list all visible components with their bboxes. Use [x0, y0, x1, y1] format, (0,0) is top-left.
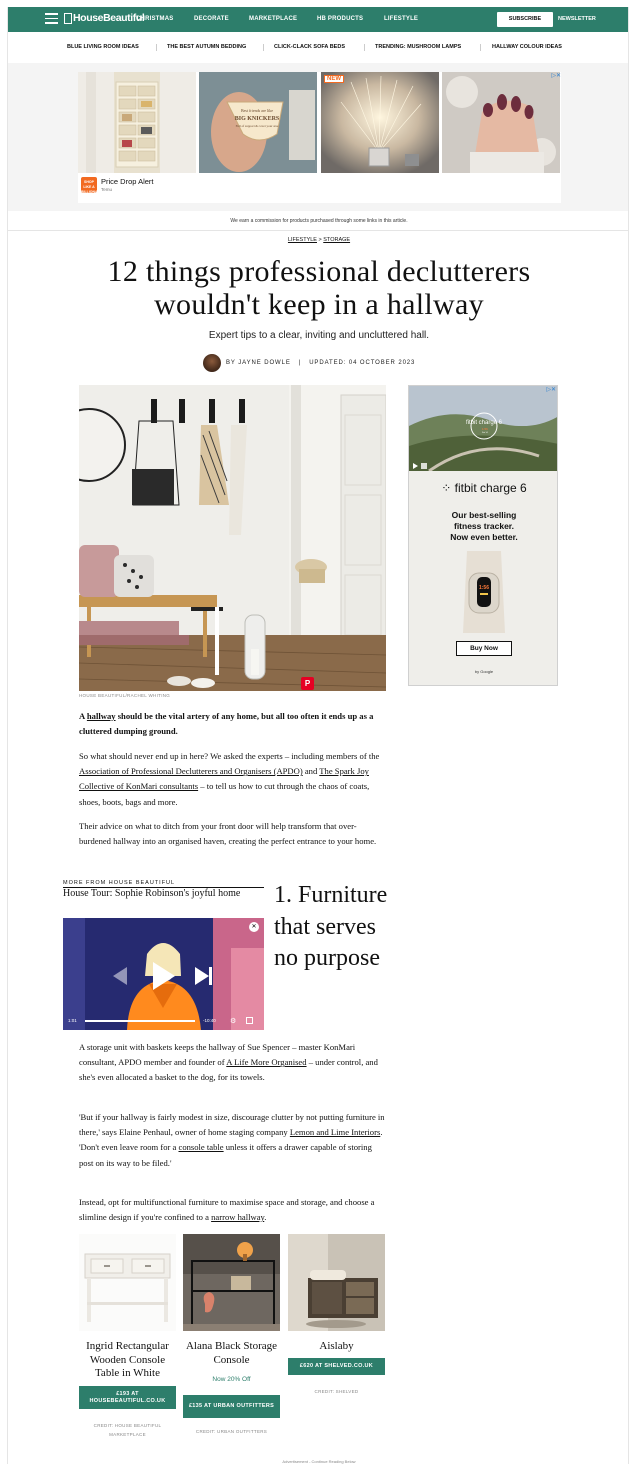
article-dek: Expert tips to a clear, inviting and uncluttered hall. — [208, 330, 430, 341]
breadcrumb-lifestyle[interactable]: LIFESTYLE — [287, 237, 317, 243]
video-next-bar — [209, 967, 212, 985]
new-badge: NEW — [324, 75, 344, 83]
trending-link-hallway-colour[interactable]: HALLWAY COLOUR IDEAS — [492, 44, 562, 50]
trending-divider — [480, 44, 481, 51]
video-progress-bar[interactable] — [85, 1020, 195, 1022]
apdo-link[interactable]: Association of Professional Declutterers and Organisers (APDO) — [79, 766, 303, 777]
nav-christmas[interactable]: CHRISTMAS — [136, 16, 174, 22]
fitbit-ad-copy — [409, 510, 558, 543]
trending-divider — [263, 44, 264, 51]
product-credit: CREDIT: URBAN OUTFITTERS — [195, 1429, 268, 1434]
trending-link-sofa-beds[interactable]: CLICK-CLACK SOFA BEDS — [274, 44, 345, 50]
body-text: and — [302, 766, 320, 777]
logo-mark-icon — [64, 13, 72, 24]
advertisement-label: Advertisement - Continue Reading Below — [282, 1459, 356, 1464]
temu-logo-text: SHOP LIKE A BILLIONAIRE — [81, 180, 104, 194]
ad-copy-line: Now even better. — [450, 532, 518, 542]
article-headline: 12 things professional declutterers wouldn't keep in a hallway — [107, 255, 531, 321]
trending-link-mushroom-lamps[interactable]: TRENDING: MUSHROOM LAMPS — [375, 44, 462, 50]
ad-video-watch-date: Sat 14 — [482, 432, 488, 434]
spark-joy-link[interactable]: The Spark Joy Collective of KonMari consultants — [79, 766, 369, 792]
ad-advertiser: Temu — [101, 187, 113, 192]
more-from-label: MORE FROM HOUSE BEAUTIFUL — [63, 880, 264, 888]
video-title[interactable]: House Tour: Sophie Robinson's joyful home — [63, 888, 241, 899]
lead-paragraph — [79, 709, 386, 739]
hero-credit: HOUSE BEAUTIFUL/RACHEL WHITING — [79, 693, 171, 698]
lead-text: A — [79, 711, 87, 721]
section-heading: 1. Furniture that serves no purpose — [274, 882, 388, 971]
ad-image-nails[interactable] — [442, 72, 560, 173]
svg-text:Full of support & cover your a: Full of support & cover your arse — [235, 124, 279, 128]
ad-image-fairy-lights[interactable] — [321, 72, 439, 173]
nav-lifestyle[interactable]: LIFESTYLE — [384, 16, 419, 22]
product-name[interactable]: Alana Black Storage Console — [185, 1340, 278, 1366]
trending-divider — [364, 44, 365, 51]
ad-video-watch-time: 1:56 — [482, 427, 488, 431]
subscribe-button[interactable]: SUBSCRIBE — [497, 12, 553, 27]
video-prev-icon[interactable] — [113, 967, 127, 985]
author-avatar[interactable] — [203, 354, 221, 372]
product-credit: CREDIT: HOUSE BEAUTIFUL MARKETPLACE — [93, 1423, 162, 1437]
product-credit: CREDIT: SHELVED — [314, 1389, 359, 1394]
svg-text:Best friends are like: Best friends are like — [240, 108, 274, 113]
fitbit-tracker-image — [449, 551, 519, 633]
console-table-link[interactable]: console table — [178, 1142, 224, 1153]
top-ad-container — [8, 63, 629, 211]
trending-divider — [156, 44, 157, 51]
product-buy-button[interactable]: £620 AT SHELVED.CO.UK — [288, 1358, 385, 1375]
video-remaining: -10:40 — [203, 1018, 216, 1023]
lead-text: should be the vital artery of any home, but all too often it ends up as a cluttered dumping ground. — [79, 711, 374, 737]
byline — [203, 353, 415, 373]
trending-link-blue-living-room[interactable]: BLUE LIVING ROOM IDEAS — [67, 44, 139, 50]
fitbit-logo-icon: ⁘ — [441, 481, 455, 495]
ad-close-icon[interactable]: ▷✕ — [551, 73, 561, 79]
body-text: unless it offers a drawer capable of storing post on its way to be filed.' — [79, 1142, 372, 1168]
fitbit-ad-video[interactable] — [409, 386, 558, 471]
product-name[interactable]: Aislaby — [319, 1340, 354, 1352]
hallway-link[interactable]: hallway — [86, 711, 116, 721]
a-life-more-organised-link[interactable]: A Life More Organised — [226, 1057, 307, 1068]
fitbit-brand-text: fitbit charge 6 — [454, 481, 527, 495]
product-image-aislaby[interactable] — [288, 1234, 385, 1331]
body-text: Instead, opt for multifunctional furniture to maximise space and storage, and choose a slimline design if you're confined to a — [79, 1197, 375, 1223]
video-settings-icon[interactable]: ⚙ — [230, 1017, 237, 1025]
ad-headline[interactable]: Price Drop Alert — [101, 177, 154, 186]
video-fullscreen-icon[interactable] — [246, 1017, 253, 1024]
body-paragraph — [79, 749, 386, 810]
temu-ad[interactable] — [78, 72, 561, 203]
body-paragraph: Their advice on what to ditch from your front door will help transform that over-burdened hallway into an organised haven, creating the perfect entrance to your home. — [79, 821, 377, 847]
byline-divider: | — [298, 360, 302, 366]
video-play-icon[interactable] — [153, 962, 175, 990]
ad-video-brand: fitbit charge 6 — [465, 420, 503, 426]
commission-note: We earn a commission for products purchased through some links in this article. — [8, 211, 629, 231]
trending-bar — [8, 32, 629, 63]
product-buy-button[interactable]: £193 AT HOUSEBEAUTIFUL.CO.UK — [79, 1386, 176, 1409]
temu-logo-icon — [81, 177, 104, 194]
body-paragraph — [79, 1040, 386, 1086]
breadcrumb-storage[interactable]: STORAGE — [323, 237, 351, 243]
buy-now-button[interactable]: Buy Now — [456, 641, 512, 656]
video-mute-icon[interactable]: ✕ — [249, 922, 259, 932]
svg-text:BIG KNICKERS: BIG KNICKERS — [234, 116, 280, 122]
video-elapsed: 1:01 — [68, 1018, 77, 1023]
body-paragraph — [79, 1110, 386, 1171]
product-image-alana-console[interactable] — [183, 1234, 280, 1331]
video-player[interactable] — [63, 918, 264, 1030]
nav-marketplace[interactable]: MARKETPLACE — [249, 16, 298, 22]
ad-image-knickers-card[interactable] — [199, 72, 317, 173]
fitbit-ad[interactable] — [408, 385, 558, 686]
body-text: So what should never end up in here? We asked the experts – including members of the — [79, 751, 380, 761]
svg-text:1:56: 1:56 — [478, 585, 490, 591]
body-paragraph — [79, 1195, 386, 1225]
ad-close-icon[interactable]: ▷✕ — [546, 387, 556, 393]
body-text: . 'Don't even leave room for a — [79, 1127, 383, 1153]
video-next-icon[interactable] — [195, 967, 209, 985]
logo-text: HouseBeautiful — [73, 12, 145, 24]
newsletter-link[interactable]: NEWSLETTER — [558, 16, 596, 22]
fitbit-brand — [409, 481, 558, 495]
body-text: . — [264, 1212, 267, 1223]
product-name[interactable]: Ingrid Rectangular Wooden Console Table in White — [86, 1340, 169, 1379]
menu-icon[interactable] — [45, 13, 58, 25]
ad-image-shoe-organiser[interactable] — [78, 72, 196, 173]
trending-link-autumn-bedding[interactable]: THE BEST AUTUMN BEDDING — [167, 44, 247, 50]
page — [7, 7, 629, 1464]
breadcrumb-separator: > — [318, 237, 322, 243]
ad-copy-line: Our best-selling — [451, 510, 517, 520]
product-image-console-white[interactable] — [79, 1234, 176, 1331]
product-buy-button[interactable]: £135 AT URBAN OUTFITTERS — [183, 1395, 280, 1418]
lemon-and-lime-link[interactable]: Lemon and Lime Interiors — [289, 1127, 381, 1138]
author-name[interactable]: BY JAYNE DOWLE — [226, 360, 291, 366]
hero-image[interactable] — [79, 385, 386, 691]
site-logo[interactable] — [64, 12, 144, 24]
pinterest-icon[interactable]: P — [301, 677, 314, 690]
body-text: 'But if your hallway is fairly modest in size, discourage clutter by not putting furniture in there,' says Elaine Penhaul, owner of home staging company — [79, 1112, 385, 1138]
narrow-hallway-link[interactable]: narrow hallway — [211, 1212, 265, 1223]
updated-date: UPDATED: 04 OCTOBER 2023 — [309, 360, 416, 366]
breadcrumb — [8, 237, 629, 243]
nav-decorate[interactable]: DECORATE — [194, 16, 229, 22]
top-nav — [8, 7, 629, 32]
nav-hb-products[interactable]: HB PRODUCTS — [317, 16, 364, 22]
body-text: A storage unit with baskets keeps the hallway of Sue Spencer – master KonMari consultant, APDO member and founder of — [79, 1042, 356, 1068]
ad-copy-line: fitness tracker. — [453, 521, 514, 531]
body-text: – under control, and she's even allocated a basket to the dog, for its towels. — [79, 1057, 378, 1083]
body-text: – to tell us how to cut through the chaos of coats, shoes, boots, bags and more. — [79, 781, 370, 807]
product-deal-badge: Now 20% Off — [212, 1376, 251, 1383]
ad-google-credit: by Google — [474, 669, 494, 674]
